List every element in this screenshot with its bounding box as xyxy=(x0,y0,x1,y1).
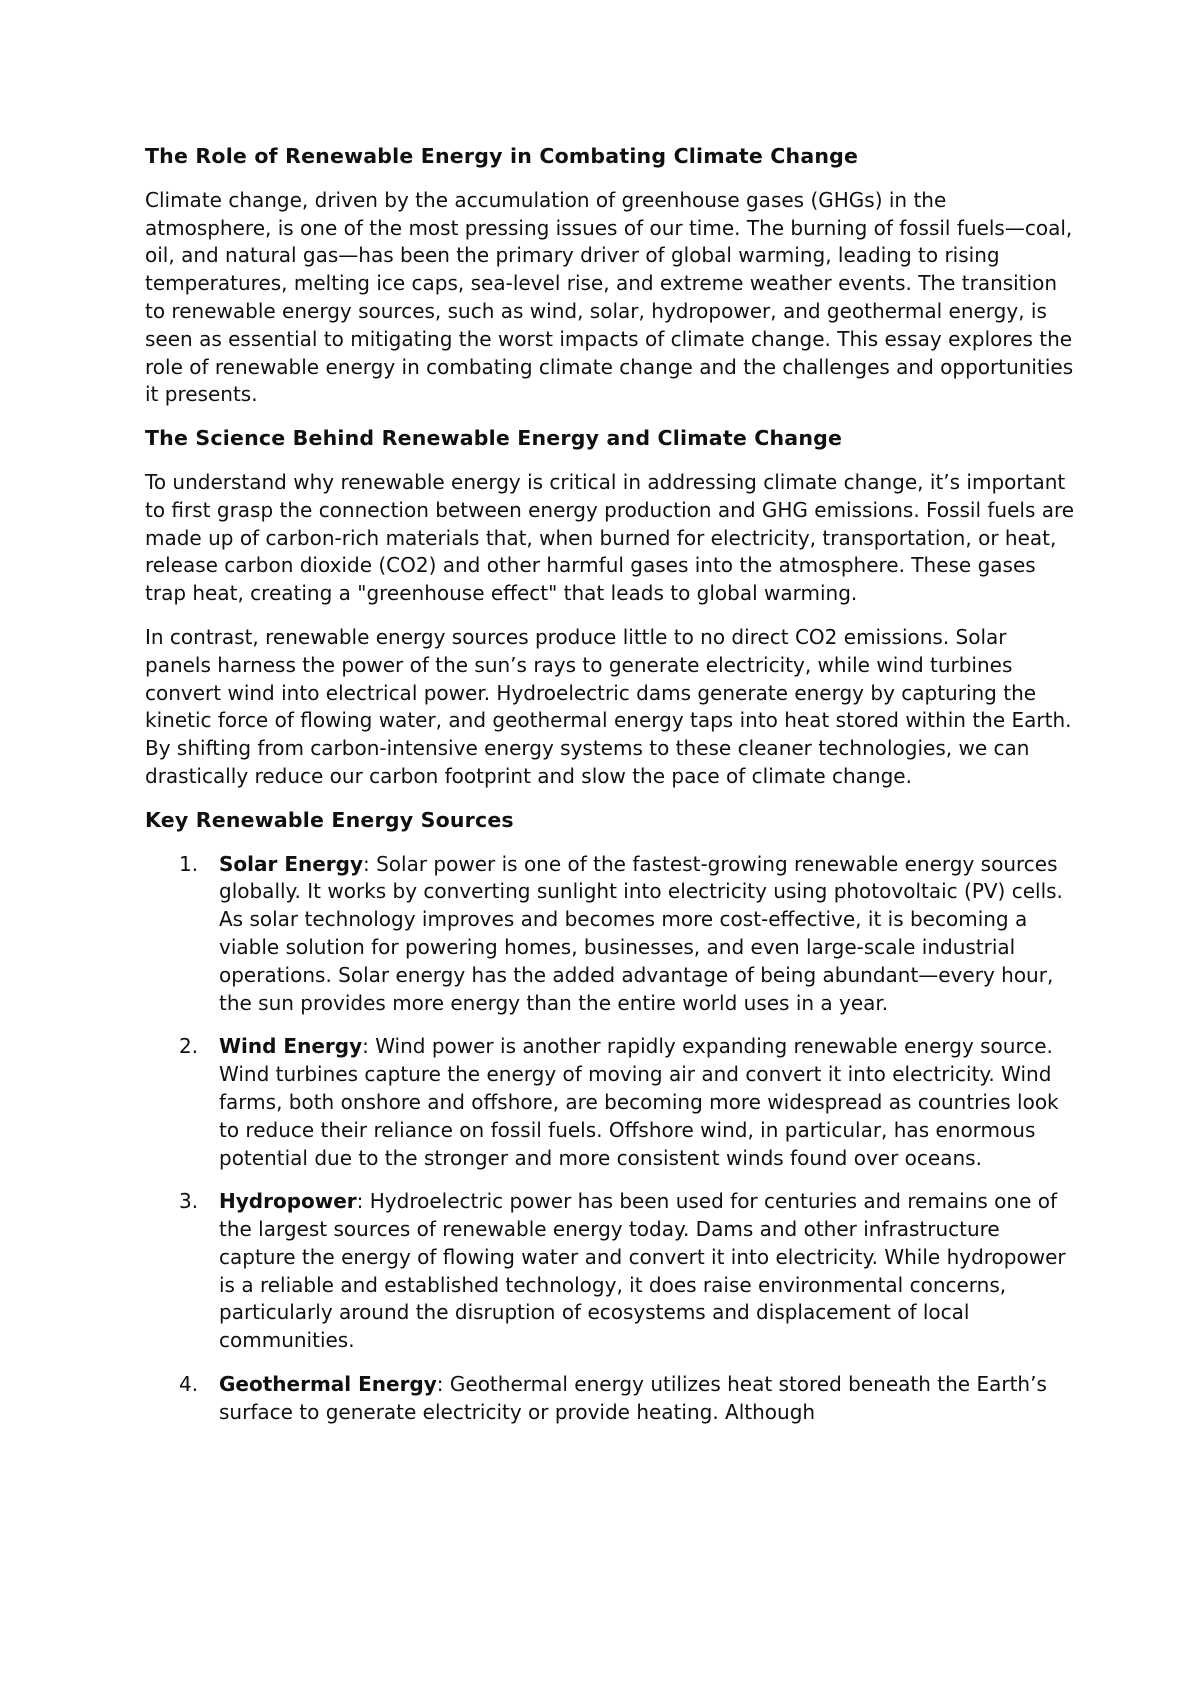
section-heading-sources: Key Renewable Energy Sources xyxy=(145,807,514,832)
list-item-text: : Wind power is another rapidly expanding renewable energy source. Wind turbines capture the energy of moving air and convert it into electricity. Wind farms, both onshore and offshore, are becoming more widespread as countries look to reduce their reliance on fossil fuels. Offshore wind, in particular, has enormous potential due to the stronger and more consistent winds found over oceans. xyxy=(219,1034,1059,1170)
list-item-text: : Solar power is one of the fastest-growing renewable energy sources globally. It works by converting sunlight into electricity using photovoltaic (PV) cells. As solar technology improves and becomes more cost-effective, it is becoming a viable solution for powering homes, businesses, and even large-scale industrial operations. Solar energy has the added advantage of being abundant—every hour, the sun provides more energy than the entire world uses in a year. xyxy=(219,851,1063,1015)
list-item-wind xyxy=(145,1033,1075,1172)
list-item-number: 4. xyxy=(179,1372,199,1397)
list-item-number: 1. xyxy=(179,851,199,876)
document-page xyxy=(145,143,1075,1443)
list-item-number: 3. xyxy=(179,1189,199,1214)
section-heading-science: The Science Behind Renewable Energy and Climate Change xyxy=(145,426,843,451)
list-item-text: : Geothermal energy utilizes heat stored beneath the Earth’s surface to generate electricity or provide heating. Although xyxy=(219,1372,1047,1424)
list-item-term: Solar Energy xyxy=(219,851,364,876)
science-paragraph-1: To understand why renewable energy is critical in addressing climate change, it’s important to first grasp the connection between energy production and GHG emissions. Fossil fuels are made up of carbon-rich materials that, when burned for electricity, transportation, or heat, release carbon dioxide (CO2) and other harmful gases into the atmosphere. These gases trap heat, creating a "greenhouse effect" that leads to global warming. xyxy=(145,469,1075,606)
list-item-solar xyxy=(145,851,1075,1018)
list-item-geothermal xyxy=(145,1371,1075,1427)
list-item-term: Wind Energy xyxy=(219,1034,363,1059)
list-item-text: : Hydroelectric power has been used for centuries and remains one of the largest sources of renewable energy today. Dams and other infrastructure capture the energy of flowing water and convert it into electricity. While hydropower is a reliable and established technology, it does raise environmental concerns, particularly around the disruption of ecosystems and displacement of local communities. xyxy=(219,1189,1066,1353)
science-paragraph-2: In contrast, renewable energy sources produce little to no direct CO2 emissions. Solar panels harness the power of the sun’s rays to generate electricity, while wind turbines convert wind into electrical power. Hydroelectric dams generate energy by capturing the kinetic force of flowing water, and geothermal energy taps into heat stored within the Earth. By shifting from carbon-intensive energy systems to these cleaner technologies, we can drastically reduce our carbon footprint and slow the pace of climate change. xyxy=(145,624,1072,788)
intro-paragraph: Climate change, driven by the accumulation of greenhouse gases (GHGs) in the atmosphere, is one of the most pressing issues of our time. The burning of fossil fuels—coal, oil, and natural gas—has been the primary driver of global warming, leading to rising temperatures, melting ice caps, sea-level rise, and extreme weather events. The transition to renewable energy sources, such as wind, solar, hydropower, and geothermal energy, is seen as essential to mitigating the worst impacts of climate change. This essay explores the role of renewable energy in combating climate change and the challenges and opportunities it presents. xyxy=(145,187,1074,407)
list-item-hydropower xyxy=(145,1188,1075,1355)
list-item-number: 2. xyxy=(179,1034,199,1059)
list-item-term: Geothermal Energy xyxy=(219,1372,437,1397)
document-title: The Role of Renewable Energy in Combating Climate Change xyxy=(145,144,859,168)
energy-sources-list xyxy=(145,851,1075,1427)
list-item-term: Hydropower xyxy=(219,1189,357,1214)
